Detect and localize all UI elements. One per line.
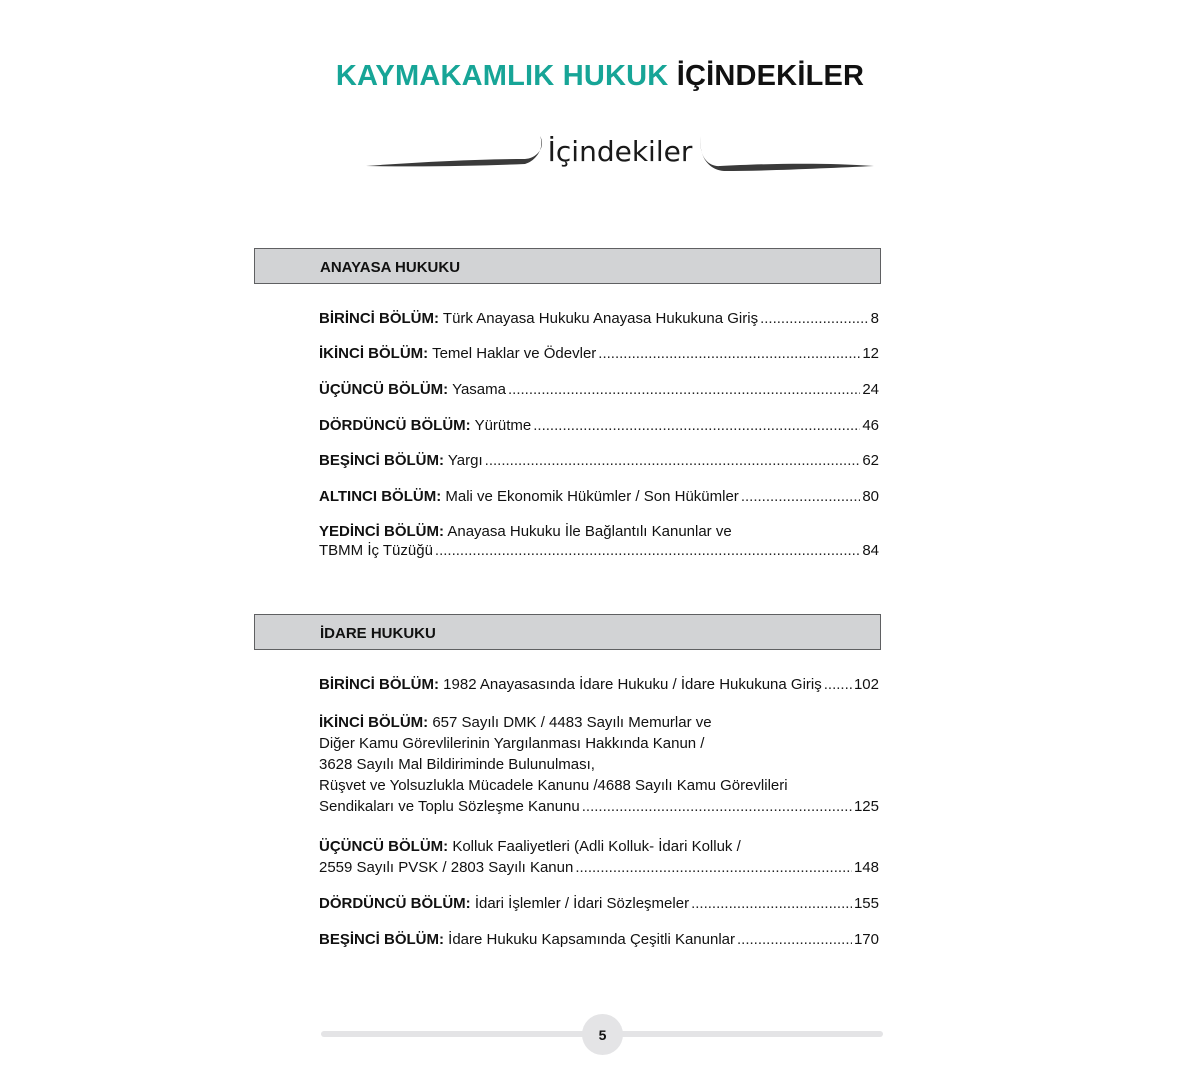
toc-entry[interactable] — [319, 674, 879, 695]
toc-line — [319, 415, 879, 436]
chapter-label: BEŞİNCİ BÖLÜM: — [319, 452, 444, 469]
chapter-label: YEDİNCİ BÖLÜM: — [319, 523, 444, 540]
toc-line — [319, 712, 879, 733]
page-number: 170 — [853, 931, 879, 948]
section-header-anayasa — [254, 248, 881, 284]
entry-title: TBMM İç Tüzüğü — [319, 542, 433, 559]
dot-leader — [582, 796, 852, 817]
chapter-label: DÖRDÜNCÜ BÖLÜM: — [319, 895, 471, 912]
footer-page-number-label: 5 — [598, 1026, 607, 1043]
entry-title: Anayasa Hukuku İle Bağlantılı Kanunlar ve — [447, 523, 732, 540]
entry-title: İdare Hukuku Kapsamında Çeşitli Kanunlar — [448, 931, 735, 948]
toc-entry[interactable] — [319, 521, 879, 561]
dot-leader — [533, 415, 860, 436]
toc-line — [319, 450, 879, 471]
toc-line — [319, 540, 879, 561]
dot-leader — [737, 929, 852, 950]
chapter-label: BİRİNCİ BÖLÜM: — [319, 676, 439, 693]
toc-entry[interactable] — [319, 712, 879, 817]
entry-title: Temel Haklar ve Ödevler — [432, 345, 597, 362]
entry-title: 1982 Anayasasında İdare Hukuku / İdare Hukukuna Giriş — [443, 676, 822, 693]
toc-line: Diğer Kamu Görevlilerinin Yargılanması Hakkında Kanun / — [319, 735, 705, 752]
toc-entry[interactable] — [319, 415, 879, 436]
toc-line — [319, 379, 879, 400]
contents-heading — [360, 128, 880, 178]
section-header-idare — [254, 614, 881, 650]
dot-leader — [824, 674, 852, 695]
entry-title: Kolluk Faaliyetleri (Adli Kolluk- İdari Kolluk / — [452, 838, 741, 855]
entry-title: Türk Anayasa Hukuku Anayasa Hukukuna Giriş — [442, 310, 759, 327]
chapter-label: İKİNCİ BÖLÜM: — [319, 345, 429, 362]
entry-title: Yasama — [452, 381, 506, 398]
page-number: 12 — [862, 345, 879, 362]
chapter-label: DÖRDÜNCÜ BÖLÜM: — [319, 417, 471, 434]
section-title: ANAYASA HUKUKU — [320, 259, 461, 276]
toc-line: Rüşvet ve Yolsuzlukla Mücadele Kanunu /4688 Sayılı Kamu Görevlileri — [319, 777, 788, 794]
dot-leader — [575, 857, 852, 878]
footer-page-number — [582, 1014, 623, 1055]
chapter-label: İKİNCİ BÖLÜM: — [319, 714, 429, 731]
contents-heading-label: İçindekiler — [547, 135, 693, 168]
chapter-label: ÜÇÜNCÜ BÖLÜM: — [319, 381, 449, 398]
toc-entry[interactable] — [319, 379, 879, 400]
chapter-label: BEŞİNCİ BÖLÜM: — [319, 931, 444, 948]
entry-title: İdari İşlemler / İdari Sözleşmeler — [474, 895, 690, 912]
dot-leader — [508, 379, 860, 400]
page-number: 148 — [853, 859, 879, 876]
page-number: 102 — [853, 676, 879, 693]
toc-line — [319, 521, 879, 542]
toc-entry[interactable] — [319, 893, 879, 914]
toc-entry[interactable] — [319, 343, 879, 364]
toc-line — [319, 857, 879, 878]
page-number: 125 — [853, 798, 879, 815]
toc-line — [319, 674, 879, 695]
page-title — [0, 60, 1200, 93]
toc-line — [319, 796, 879, 817]
dot-leader — [691, 893, 852, 914]
page-number: 24 — [862, 381, 879, 398]
toc-line — [319, 929, 879, 950]
dot-leader — [598, 343, 860, 364]
entry-title: 2559 Sayılı PVSK / 2803 Sayılı Kanun — [319, 859, 574, 876]
page-number: 8 — [870, 310, 879, 327]
chapter-label: BİRİNCİ BÖLÜM: — [319, 310, 439, 327]
toc-line — [319, 836, 879, 857]
entry-title: 657 Sayılı DMK / 4483 Sayılı Memurlar ve — [432, 714, 712, 731]
dot-leader — [435, 540, 860, 561]
dot-leader — [485, 450, 861, 471]
page-number: 84 — [862, 542, 879, 559]
section-title: İDARE HUKUKU — [320, 625, 436, 642]
toc-line — [319, 893, 879, 914]
toc-entry[interactable] — [319, 486, 879, 507]
page-title-main: İÇİNDEKİLER — [676, 60, 865, 92]
toc-line: 3628 Sayılı Mal Bildiriminde Bulunulması, — [319, 756, 595, 773]
dot-leader — [760, 308, 869, 329]
toc-line — [319, 308, 879, 329]
page-number: 62 — [862, 452, 879, 469]
toc-line — [319, 343, 879, 364]
entry-title: Mali ve Ekonomik Hükümler / Son Hükümler — [445, 488, 739, 505]
toc-entry[interactable] — [319, 308, 879, 329]
entry-title: Sendikaları ve Toplu Sözleşme Kanunu — [319, 798, 580, 815]
entry-title: Yürütme — [474, 417, 532, 434]
toc-entry[interactable] — [319, 836, 879, 878]
toc-entry[interactable] — [319, 450, 879, 471]
page-title-accent: KAYMAKAMLIK HUKUK — [335, 60, 669, 92]
page-number: 80 — [862, 488, 879, 505]
toc-line — [319, 486, 879, 507]
chapter-label: ALTINCI BÖLÜM: — [319, 488, 442, 505]
toc-entry[interactable] — [319, 929, 879, 950]
dot-leader — [741, 486, 861, 507]
entry-title: Yargı — [447, 452, 483, 469]
page-number: 46 — [862, 417, 879, 434]
page-number: 155 — [853, 895, 879, 912]
chapter-label: ÜÇÜNCÜ BÖLÜM: — [319, 838, 449, 855]
